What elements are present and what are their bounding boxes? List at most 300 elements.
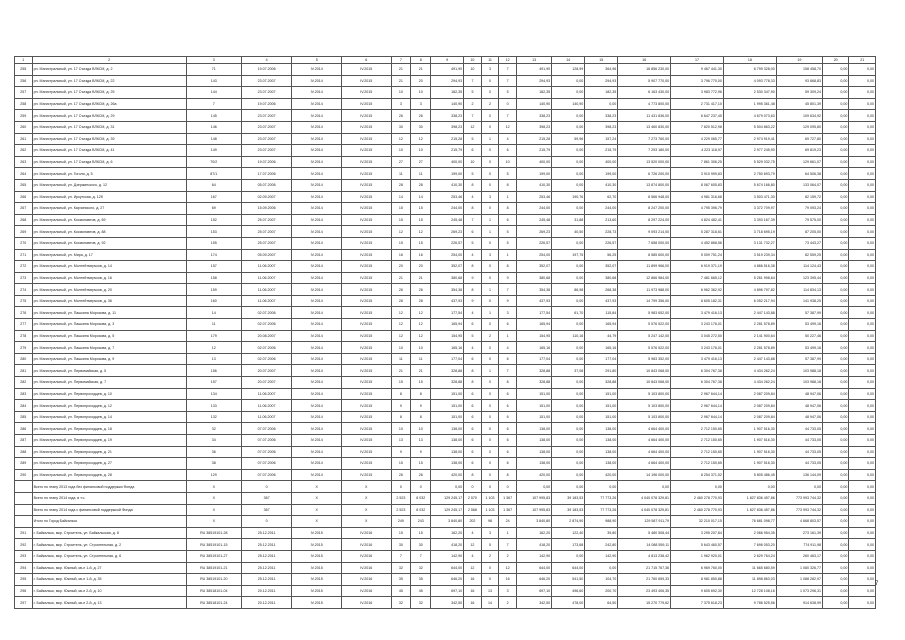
table-cell: 12 xyxy=(391,307,411,319)
table-cell: 5 xyxy=(464,168,482,180)
table-cell: 151,00 xyxy=(516,388,551,400)
table-cell: 10 xyxy=(411,342,431,354)
table-cell: рп. Магистральный, ул. 17 Съезда ВЛКСМ, д. 6 xyxy=(32,156,186,168)
table-cell: 0,00 xyxy=(849,168,876,180)
table-cell: 0 xyxy=(481,203,499,215)
table-cell: 2 712 150,65 xyxy=(671,446,724,458)
table-cell: 0,00 xyxy=(552,121,585,133)
table-cell: 0,00 xyxy=(849,342,876,354)
table-cell: 215,28 xyxy=(431,133,464,145)
table-cell: 1 xyxy=(481,284,499,296)
table-cell: 0 xyxy=(481,121,499,133)
table-cell: 328,88 xyxy=(431,365,464,377)
table-cell: 398,23 xyxy=(516,121,551,133)
table-cell: 8 981 850,88 xyxy=(671,574,724,586)
table-cell: IV.2015 xyxy=(341,411,391,423)
table-cell: 45 801,39 xyxy=(776,98,822,110)
table-cell: 05.07.2006 xyxy=(241,179,292,191)
table-cell: 0 xyxy=(481,179,499,191)
table-cell: 2 629 764,24 xyxy=(723,550,776,562)
table-cell: 541,50 xyxy=(552,574,585,586)
table-cell: 0 xyxy=(481,377,499,389)
table-cell: 5 576 522,00 xyxy=(618,319,671,331)
table-cell: 0,00 xyxy=(849,121,876,133)
table-cell: 7 xyxy=(499,365,517,377)
table-cell: 0,00 xyxy=(822,98,848,110)
table-cell: 0 xyxy=(499,98,517,110)
table-cell: 8 xyxy=(411,388,431,400)
table-cell: рп. Магистральный, ул. Первопроходцев, д. 28 xyxy=(32,469,186,481)
table-cell: 14 xyxy=(481,597,499,609)
table-cell: 151,00 xyxy=(516,400,551,412)
table-cell: 0,00 xyxy=(723,481,776,493)
table-cell: 0,00 xyxy=(822,295,848,307)
table-cell: 21 xyxy=(411,365,431,377)
table-cell: 21 xyxy=(411,64,431,76)
table-cell: IV.2016 xyxy=(341,550,391,562)
table-cell: 338,23 xyxy=(431,110,464,122)
table-cell: 228,73 xyxy=(585,226,618,238)
table-row xyxy=(15,319,876,331)
table-cell: 0,00 xyxy=(822,64,848,76)
table-cell: рп. Магистральный, ул. Гоголя, д. 5 xyxy=(32,168,186,180)
table-cell: IV.2015 xyxy=(292,597,342,609)
table-cell: 6 304 767,38 xyxy=(671,365,724,377)
table-cell: 4 981 316,68 xyxy=(671,191,724,203)
table-cell: IV.2015 xyxy=(341,64,391,76)
table-cell: 13 xyxy=(411,435,431,447)
table-cell: 16 xyxy=(464,585,482,597)
table-cell: 0,00 xyxy=(552,435,585,447)
table-cell: 0 xyxy=(481,319,499,331)
table-cell: 13 xyxy=(186,353,241,365)
table-cell: 48 947,06 xyxy=(776,388,822,400)
table-cell: 10 xyxy=(411,87,431,99)
table-cell: 8 xyxy=(499,261,517,273)
table-cell: 0,00 xyxy=(849,64,876,76)
table-cell: 165,94 xyxy=(585,319,618,331)
table-cell: 0,00 xyxy=(552,261,585,273)
table-cell: 02.07.2006 xyxy=(241,307,292,319)
table-cell: X xyxy=(341,481,391,493)
table-cell: 138,00 xyxy=(516,423,551,435)
table-cell: 294,93 xyxy=(585,75,618,87)
table-cell: 123 395,44 xyxy=(776,272,822,284)
table-cell: 0,00 xyxy=(849,330,876,342)
table-cell: 157,24 xyxy=(585,133,618,145)
table-cell: 23 493 406,35 xyxy=(618,585,671,597)
table-cell: 157 xyxy=(186,261,241,273)
header-row xyxy=(15,57,876,64)
table-cell: 9 xyxy=(411,446,431,458)
table-cell: 0,00 xyxy=(822,481,848,493)
table-row xyxy=(15,64,876,76)
table-cell: 7 xyxy=(499,110,517,122)
table-cell: IV.2014 xyxy=(292,342,342,354)
table-cell: IV.2014 xyxy=(292,75,342,87)
table-cell: 0 xyxy=(481,458,499,470)
table-cell: 0,00 xyxy=(822,145,848,157)
table-cell: 12 866 984,00 xyxy=(618,272,671,284)
table-cell: 260 463,17 xyxy=(776,550,822,562)
table-cell: 0 xyxy=(481,110,499,122)
table-cell: 0,00 xyxy=(431,481,464,493)
table-cell: 296 xyxy=(15,585,33,597)
table-cell: 10 xyxy=(391,342,411,354)
table-cell: 0,00 xyxy=(849,353,876,365)
table-cell: 9 xyxy=(391,446,411,458)
column-header: 6 xyxy=(341,57,391,64)
table-cell: 10 xyxy=(391,423,411,435)
table-cell: 215,28 xyxy=(516,133,551,145)
table-cell: 45 xyxy=(411,585,431,597)
table-cell: 07.07.2006 xyxy=(241,458,292,470)
table-cell: 158 458,70 xyxy=(776,64,822,76)
table-cell: 7 696 053,20 xyxy=(723,539,776,551)
table-cell: 2 087 209,84 xyxy=(723,388,776,400)
table-cell: X xyxy=(341,504,391,516)
table-cell: рп. Магистральный, ул. Первомайская, д. 7 xyxy=(32,377,186,389)
table-row xyxy=(15,377,876,389)
table-cell: 437,93 xyxy=(431,295,464,307)
table-cell: 0 xyxy=(481,87,499,99)
table-cell: 267 xyxy=(15,203,33,215)
table-cell: 05.09.2007 xyxy=(241,249,292,261)
table-cell: 202 xyxy=(464,516,482,528)
table-cell: 142,90 xyxy=(431,550,464,562)
table-cell: 20.07.2007 xyxy=(241,365,292,377)
table-cell: 14 xyxy=(391,191,411,203)
table-cell: 8 xyxy=(464,377,482,389)
table-row xyxy=(15,423,876,435)
table-cell: 129 587 911,79 xyxy=(618,516,671,528)
table-cell: 0 xyxy=(481,295,499,307)
table-cell: RU 38519101-15 xyxy=(186,539,241,551)
table-cell: 0 xyxy=(411,481,431,493)
table-cell: 257 xyxy=(15,87,33,99)
table-cell: Всего по этапу 2014 года, в т.ч. xyxy=(32,492,186,504)
table-cell: 988,90 xyxy=(585,516,618,528)
table-cell: 64,50 xyxy=(585,597,618,609)
table-cell: 3 xyxy=(481,191,499,203)
table-cell: 2 974 919,41 xyxy=(723,133,776,145)
table-cell: 398,23 xyxy=(431,121,464,133)
total-row xyxy=(15,481,876,493)
table-cell: 289 xyxy=(15,458,33,470)
table-cell: 398,23 xyxy=(585,121,618,133)
table-cell: 8 xyxy=(391,388,411,400)
table-cell: 6 xyxy=(499,388,517,400)
table-cell: 7 658 000,00 xyxy=(618,237,671,249)
table-cell: 15 xyxy=(391,203,411,215)
table-cell: 1 xyxy=(499,330,517,342)
table-cell: 165,16 xyxy=(431,342,464,354)
table-cell: 25.07.2007 xyxy=(241,214,292,226)
table-row xyxy=(15,156,876,168)
table-cell: рп. Магистральный, ул. Космонавтов, д. 92 xyxy=(32,237,186,249)
table-cell: 6 xyxy=(464,388,482,400)
table-cell: 0 xyxy=(481,574,499,586)
table-cell: 3 243 176,01 xyxy=(671,342,724,354)
table-cell: рп. Магистральный, ул. 17 Съезда ВЛКСМ, д. 2 xyxy=(32,64,186,76)
table-cell: 142,90 xyxy=(516,550,551,562)
table-cell: 0,00 xyxy=(552,481,585,493)
table-cell: 773 993 744,32 xyxy=(776,504,822,516)
table-cell: 0,00 xyxy=(552,411,585,423)
table-cell: 244,00 xyxy=(431,203,464,215)
table-cell: 35 xyxy=(391,574,411,586)
table-cell: 8 xyxy=(499,377,517,389)
table-cell: рп. Магистральный, ул. Первопроходцев, д. 14 xyxy=(32,411,186,423)
table-cell: г. Байкальск, мкр. Южный, кв-л 2-й, д. 10 xyxy=(32,585,186,597)
table-cell xyxy=(15,481,33,493)
table-cell: 354,38 xyxy=(431,284,464,296)
table-cell: 4 223 118,97 xyxy=(671,145,724,157)
table-cell: 21 xyxy=(391,365,411,377)
table-cell: IV.2015 xyxy=(341,110,391,122)
table-row xyxy=(15,307,876,319)
table-cell: 10 xyxy=(411,423,431,435)
table-cell: 0,00 xyxy=(822,585,848,597)
table-cell: 2 281 578,89 xyxy=(723,342,776,354)
table-cell: 1 xyxy=(481,307,499,319)
table-row xyxy=(15,342,876,354)
table-cell: 26 xyxy=(411,110,431,122)
table-cell: IV.2015 xyxy=(341,203,391,215)
table-cell: IV.2014 xyxy=(292,133,342,145)
table-cell: 226,57 xyxy=(516,237,551,249)
table-cell: 31,88 xyxy=(552,214,585,226)
table-cell: IV.2015 xyxy=(341,307,391,319)
table-cell: 159 xyxy=(186,284,241,296)
table-cell: 367 xyxy=(241,504,292,516)
table-cell: 28 xyxy=(411,295,431,307)
table-cell: 285 xyxy=(15,411,33,423)
table-cell: 0,00 xyxy=(849,388,876,400)
table-cell: 0,00 xyxy=(552,423,585,435)
table-cell: 165,94 xyxy=(431,319,464,331)
table-cell: 15 xyxy=(391,458,411,470)
table-cell: 151,00 xyxy=(431,400,464,412)
column-header: 14 xyxy=(552,57,585,64)
table-cell: 276 xyxy=(15,307,33,319)
table-cell: 10 xyxy=(391,87,411,99)
table-cell: 151,00 xyxy=(585,400,618,412)
table-cell: 0,00 xyxy=(849,319,876,331)
table-cell: IV.2016 xyxy=(341,574,391,586)
table-cell: 34 xyxy=(186,435,241,447)
table-cell: 1 907 516,30 xyxy=(723,446,776,458)
table-cell: 0,00 xyxy=(849,562,876,574)
table-cell: IV.2014 xyxy=(292,64,342,76)
table-cell: 0 xyxy=(481,469,499,481)
table-cell: 0,00 xyxy=(552,110,585,122)
table-cell: 3 xyxy=(481,527,499,539)
table-row xyxy=(15,145,876,157)
table-cell: 11.06.2007 xyxy=(241,295,292,307)
table-cell: 5 xyxy=(481,539,499,551)
table-cell: 4 795 396,79 xyxy=(671,203,724,215)
table-cell: 2 530 347,90 xyxy=(723,87,776,99)
table-cell: 190,76 xyxy=(552,191,585,203)
table-cell: 15 xyxy=(411,214,431,226)
table-cell: IV.2014 xyxy=(292,469,342,481)
table-cell: 338,23 xyxy=(516,110,551,122)
table-cell: 7 xyxy=(464,214,482,226)
table-cell: 200,70 xyxy=(585,585,618,597)
table-cell: 6 xyxy=(499,400,517,412)
table-cell: 160 xyxy=(186,295,241,307)
table-cell: RU 38519101-27 xyxy=(186,550,241,562)
table-cell: 10 xyxy=(499,156,517,168)
table-cell: 478,00 xyxy=(552,597,585,609)
column-header: 21 xyxy=(849,57,876,64)
table-cell: X xyxy=(186,504,241,516)
table-cell: 5 529 032,75 xyxy=(723,156,776,168)
table-cell: 0,00 xyxy=(822,284,848,296)
table-cell: 5 xyxy=(499,168,517,180)
table-cell: рп. Магистральный, ул. Первопроходцев, д. 27 xyxy=(32,458,186,470)
table-cell: 245,48 xyxy=(516,214,551,226)
table-cell: IV.2016 xyxy=(341,539,391,551)
table-cell: 328,88 xyxy=(516,377,551,389)
table-cell: 64 xyxy=(186,179,241,191)
table-cell: 0 xyxy=(499,481,517,493)
table-cell: IV.2015 xyxy=(341,435,391,447)
table-cell: 0,00 xyxy=(822,353,848,365)
table-cell: 5 xyxy=(464,133,482,145)
table-cell: 0,00 xyxy=(849,179,876,191)
table-cell: 0,00 xyxy=(552,458,585,470)
table-cell: 6 xyxy=(499,423,517,435)
table-cell: IV.2015 xyxy=(341,377,391,389)
table-cell: 0 xyxy=(481,562,499,574)
table-cell: 0,00 xyxy=(849,504,876,516)
table-cell: 0,00 xyxy=(822,272,848,284)
table-cell: 7 xyxy=(464,75,482,87)
table-cell: 57 387,99 xyxy=(776,353,822,365)
table-cell: 10 843 068,00 xyxy=(618,365,671,377)
table-cell: 1 xyxy=(499,191,517,203)
table-cell: IV.2015 xyxy=(341,284,391,296)
table-cell: 3 479 416,13 xyxy=(671,353,724,365)
table-cell: 0 xyxy=(241,481,292,493)
table-cell: 2 460 278 770,93 xyxy=(671,492,724,504)
table-row xyxy=(15,562,876,574)
table-cell: 11 xyxy=(391,353,411,365)
table-cell: 14 xyxy=(411,191,431,203)
table-cell: 8 032 xyxy=(411,504,431,516)
table-cell: 215,79 xyxy=(431,145,464,157)
table-row xyxy=(15,272,876,284)
table-cell: 352,07 xyxy=(516,261,551,273)
table-cell: 914 638,99 xyxy=(776,597,822,609)
table-cell: 4 664 400,00 xyxy=(618,435,671,447)
table-cell: 107 995,83 xyxy=(516,504,551,516)
table-cell: рп. Магистральный, ул. 17 Съезда ВЛКСМ, д. 31 xyxy=(32,121,186,133)
table-cell: 1 103 xyxy=(481,492,499,504)
table-cell: 244,00 xyxy=(516,203,551,215)
table-cell: 16 xyxy=(391,249,411,261)
table-cell: 8 xyxy=(464,179,482,191)
table-cell: 400,00 xyxy=(585,156,618,168)
table-cell: 151,00 xyxy=(585,388,618,400)
table-cell: 6 xyxy=(464,226,482,238)
table-cell: 0,00 xyxy=(822,365,848,377)
table-cell: 32 xyxy=(391,597,411,609)
table-cell: 0,00 xyxy=(849,365,876,377)
table-cell: X xyxy=(292,481,342,493)
table-cell: 5 xyxy=(499,87,517,99)
table-cell: 270 xyxy=(15,237,33,249)
table-cell: 3 503 471,30 xyxy=(723,191,776,203)
table-cell: 253,46 xyxy=(516,191,551,203)
table-cell: 697,10 xyxy=(431,585,464,597)
table-cell: рп. Магистральный, ул. Первомайская, д. 5 xyxy=(32,365,186,377)
table-cell: 32 xyxy=(411,562,431,574)
table-cell: 2 xyxy=(481,330,499,342)
table-cell: 259 xyxy=(15,110,33,122)
table-cell: 3 131 732,27 xyxy=(723,237,776,249)
table-cell: 277 xyxy=(15,319,33,331)
table-cell: IV.2015 xyxy=(341,156,391,168)
table-cell: 5 480 508,44 xyxy=(618,527,671,539)
table-cell: 1 827 836 457,86 xyxy=(723,492,776,504)
table-cell: 294,93 xyxy=(516,75,551,87)
table-cell: 3 295 207,84 xyxy=(671,527,724,539)
table-cell: IV.2015 xyxy=(292,527,342,539)
table-cell: 491,90 xyxy=(516,64,551,76)
table-cell: 0,00 xyxy=(849,481,876,493)
table-cell: 273 xyxy=(15,272,33,284)
table-cell: 16 xyxy=(464,574,482,586)
table-cell: 0,00 xyxy=(822,574,848,586)
table-cell: 152 xyxy=(186,214,241,226)
table-cell: 129 xyxy=(186,469,241,481)
table-cell: 57 387,99 xyxy=(776,307,822,319)
table-cell: 12 xyxy=(391,226,411,238)
table-cell: 0,00 xyxy=(552,87,585,99)
table-row xyxy=(15,435,876,447)
table-cell: 39 183,53 xyxy=(552,492,585,504)
table-cell: 9 786 525,56 xyxy=(723,597,776,609)
table-cell: 8 254 371,52 xyxy=(671,469,724,481)
table-cell: 0,00 xyxy=(822,504,848,516)
table-row xyxy=(15,133,876,145)
column-header: 12 xyxy=(499,57,517,64)
table-cell: 13 460 830,00 xyxy=(618,121,671,133)
table-cell: 0 xyxy=(481,435,499,447)
table-cell: 6 xyxy=(464,423,482,435)
table-cell: 0,00 xyxy=(849,516,876,528)
table-cell: X xyxy=(341,516,391,528)
table-cell: IV.2015 xyxy=(341,214,391,226)
table-cell: 158 xyxy=(186,272,241,284)
table-cell: 342,50 xyxy=(516,597,551,609)
table-row xyxy=(15,191,876,203)
table-cell: 269,23 xyxy=(516,226,551,238)
table-cell: X xyxy=(186,481,241,493)
table-row xyxy=(15,353,876,365)
table-cell: IV.2015 xyxy=(341,179,391,191)
table-cell: IV.2016 xyxy=(341,585,391,597)
table-cell: 255 xyxy=(15,64,33,76)
table-cell: 3 840,80 xyxy=(516,516,551,528)
table-cell: 2 967 644,14 xyxy=(671,411,724,423)
table-cell: 44 733,05 xyxy=(776,423,822,435)
table-row xyxy=(15,469,876,481)
table-cell: 70/2 xyxy=(186,156,241,168)
